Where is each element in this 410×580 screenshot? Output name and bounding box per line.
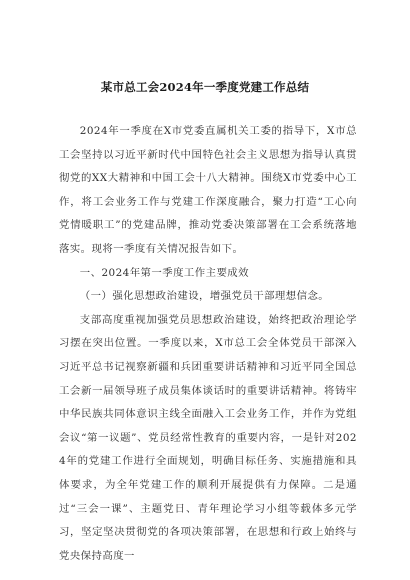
document-title: 某市总工会2024年一季度党建工作总结 — [100, 80, 310, 94]
body-paragraph: 支部高度重视加强党员思想政治建设，始终把政治理论学习摆在突出位置。一季度以来，X市总工会全体党员干部深入习近平总书记视察新疆和兵团重要讲话精神和习近平同全国总工会新一届领导班子成员集体谈话时的重要讲话精神。将铸牢中华民族共同体意识主线全面融入工会业务工作，并作为党组会议“第一议题”、党员经常性教育的重要内容，一是针对2024年的党建工作进行全面规划，明确目标任务、实施措施和具体要求，为全年党建工作的顺利开展提供有力保障。二是通过“三会一课”、主题党日、青年理论学习小组等载体多元学习，坚定坚决贯彻党的各项决策部署，在思想和行政上始终与党央保持高度一 — [59, 313, 357, 562]
subsection-heading: （一）强化思想政治建设，增强党员干部理想信念。 — [79, 290, 330, 303]
section-heading: 一、2024年第一季度工作主要成效 — [79, 266, 249, 279]
intro-paragraph: 2024年一季度在X市党委直属机关工委的指导下，X市总工会坚持以习近平新时代中国特色社会主义思想为指导认真贯彻党的XX大精神和中国工会十八大精神。围绕X市党委中心工作，将工会业务工作与党建工作深度融合，聚力打造“工心向党情暖职工”的党建品牌，推动党委决策部署在工会系统落地落实。现将一季度有关情况报告如下。 — [59, 125, 357, 255]
document-body — [59, 120, 357, 568]
